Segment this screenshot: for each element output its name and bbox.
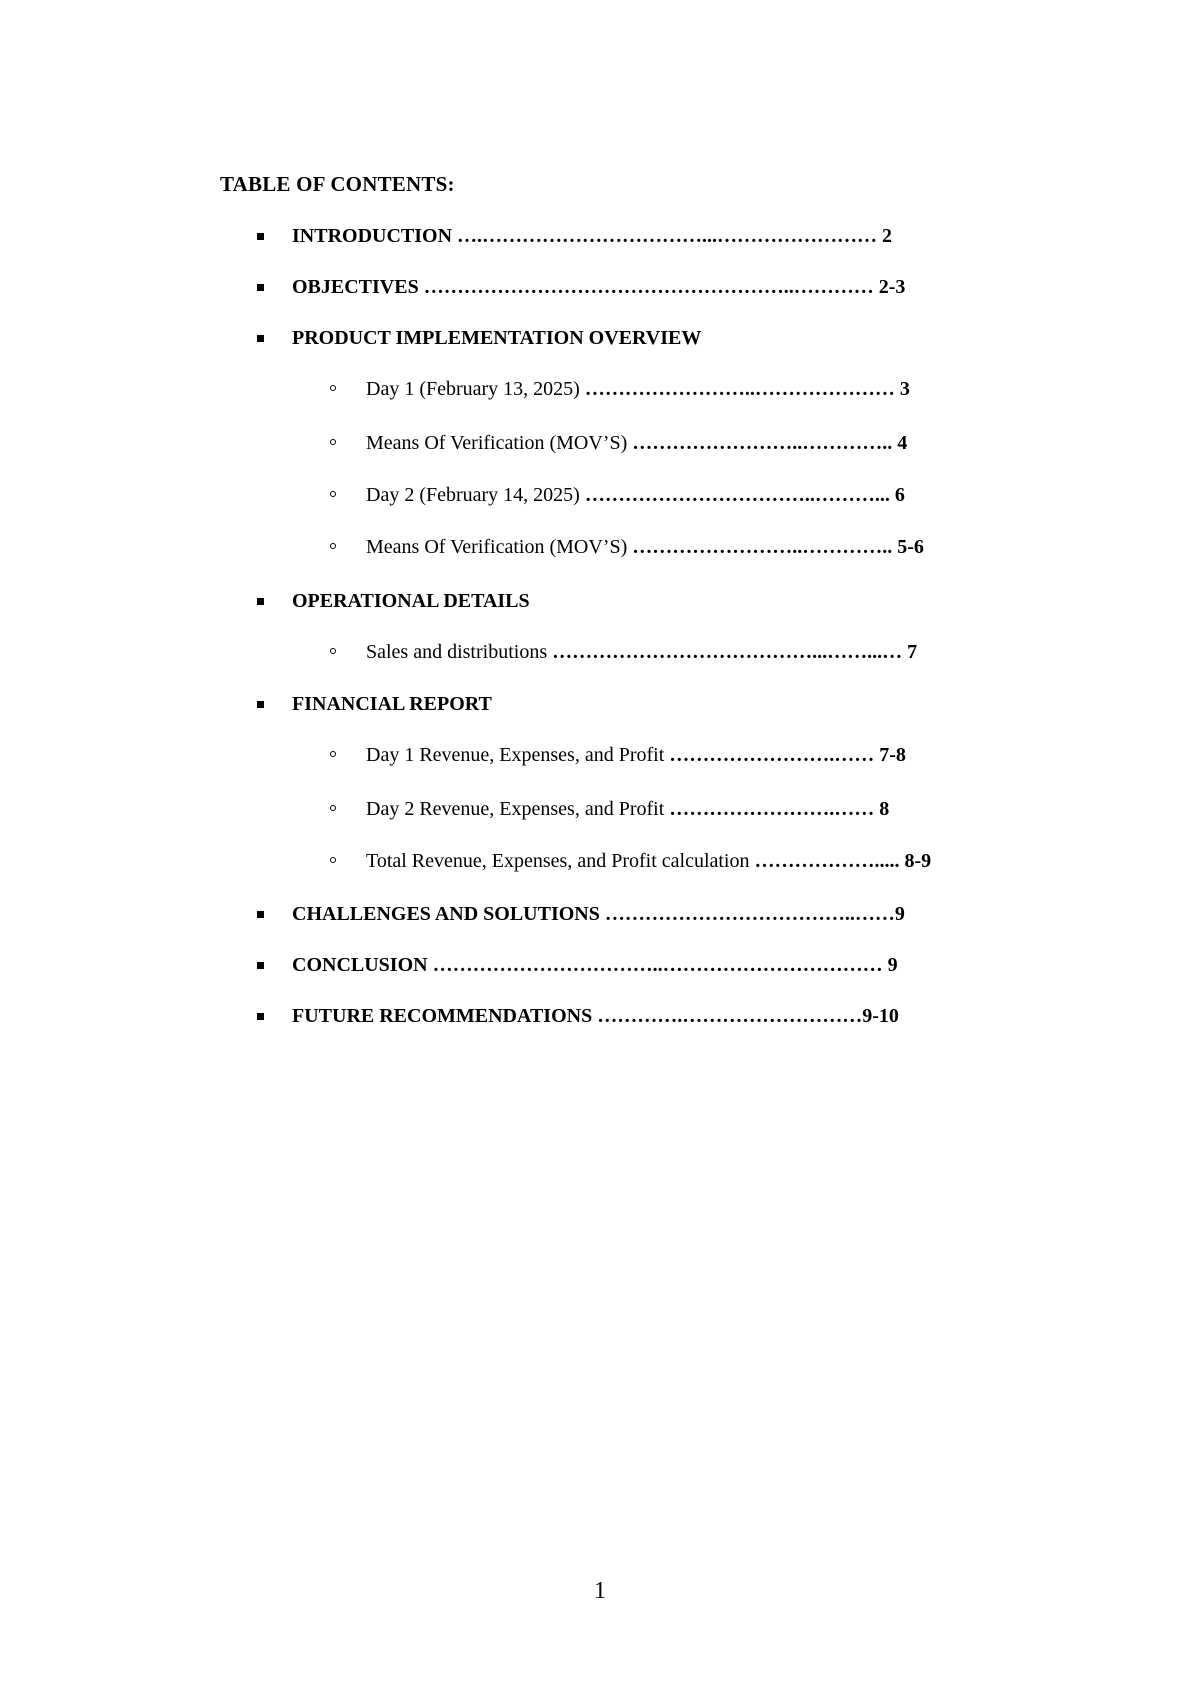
toc-entry-future-recommendations[interactable] bbox=[0, 1003, 1200, 1033]
toc-entry-text: CHALLENGES AND SOLUTIONS ………………………………..……9 bbox=[292, 903, 905, 925]
toc-entry-challenges-and-solutions[interactable] bbox=[0, 901, 1200, 931]
toc-entry-text: Total Revenue, Expenses, and Profit calculation ………………..... 8-9 bbox=[366, 850, 932, 872]
toc-entry-text: Day 2 Revenue, Expenses, and Profit …………………….…… 8 bbox=[366, 798, 890, 820]
toc-subentry-day1[interactable] bbox=[0, 376, 1200, 406]
square-bullet-icon bbox=[257, 1013, 264, 1020]
page-number: 1 bbox=[594, 1578, 606, 1604]
toc-subentry-day1-financials[interactable] bbox=[0, 742, 1200, 772]
toc-entry-text: Day 1 (February 13, 2025) ……………………..………………… 3 bbox=[366, 378, 910, 400]
toc-subentry-total-financials[interactable] bbox=[0, 848, 1200, 878]
square-bullet-icon bbox=[257, 962, 264, 969]
toc-subentry-sales[interactable] bbox=[0, 639, 1200, 669]
toc-heading: TABLE OF CONTENTS: bbox=[220, 172, 455, 196]
toc-entry-objectives[interactable] bbox=[0, 274, 1200, 304]
square-bullet-icon bbox=[257, 284, 264, 291]
toc-entry-text: Means Of Verification (MOV’S) ……………………..………….. 5-6 bbox=[366, 536, 924, 558]
toc-entry-text: OPERATIONAL DETAILS bbox=[292, 590, 530, 612]
toc-subentry-movs-day1[interactable] bbox=[0, 430, 1200, 460]
toc-entry-product-implementation-overview[interactable] bbox=[0, 325, 1200, 355]
toc-entry-text: Sales and distributions …………………………………...……...… 7 bbox=[366, 641, 918, 663]
square-bullet-icon bbox=[257, 701, 264, 708]
square-bullet-icon bbox=[257, 598, 264, 605]
circle-bullet-icon bbox=[330, 805, 336, 811]
circle-bullet-icon bbox=[330, 543, 336, 549]
circle-bullet-icon bbox=[330, 648, 336, 654]
circle-bullet-icon bbox=[330, 491, 336, 497]
circle-bullet-icon bbox=[330, 439, 336, 445]
toc-entry-operational-details[interactable] bbox=[0, 588, 1200, 618]
toc-entry-text: INTRODUCTION ….……………………………...…………………… 2 bbox=[292, 225, 893, 247]
toc-entry-text: CONCLUSION ……………………………..…………………………… 9 bbox=[292, 954, 898, 976]
toc-entry-text: FUTURE RECOMMENDATIONS ………….………………………9-10 bbox=[292, 1005, 899, 1027]
toc-entry-text: OBJECTIVES ………………………………………………..………… 2-3 bbox=[292, 276, 906, 298]
circle-bullet-icon bbox=[330, 751, 336, 757]
toc-subentry-movs-day2[interactable] bbox=[0, 534, 1200, 564]
square-bullet-icon bbox=[257, 233, 264, 240]
toc-subentry-day2[interactable] bbox=[0, 482, 1200, 512]
toc-entry-financial-report[interactable] bbox=[0, 691, 1200, 721]
toc-entry-text: PRODUCT IMPLEMENTATION OVERVIEW bbox=[292, 327, 702, 349]
square-bullet-icon bbox=[257, 911, 264, 918]
toc-entry-introduction[interactable] bbox=[0, 223, 1200, 253]
toc-entry-text: Day 1 Revenue, Expenses, and Profit …………………….…… 7-8 bbox=[366, 744, 906, 766]
circle-bullet-icon bbox=[330, 385, 336, 391]
toc-subentry-day2-financials[interactable] bbox=[0, 796, 1200, 826]
toc-entry-text: FINANCIAL REPORT bbox=[292, 693, 492, 715]
square-bullet-icon bbox=[257, 335, 264, 342]
circle-bullet-icon bbox=[330, 857, 336, 863]
toc-entry-text: Means Of Verification (MOV’S) ……………………..………….. 4 bbox=[366, 432, 908, 454]
toc-entry-conclusion[interactable] bbox=[0, 952, 1200, 982]
toc-entry-text: Day 2 (February 14, 2025) ……………………………..………... 6 bbox=[366, 484, 905, 506]
